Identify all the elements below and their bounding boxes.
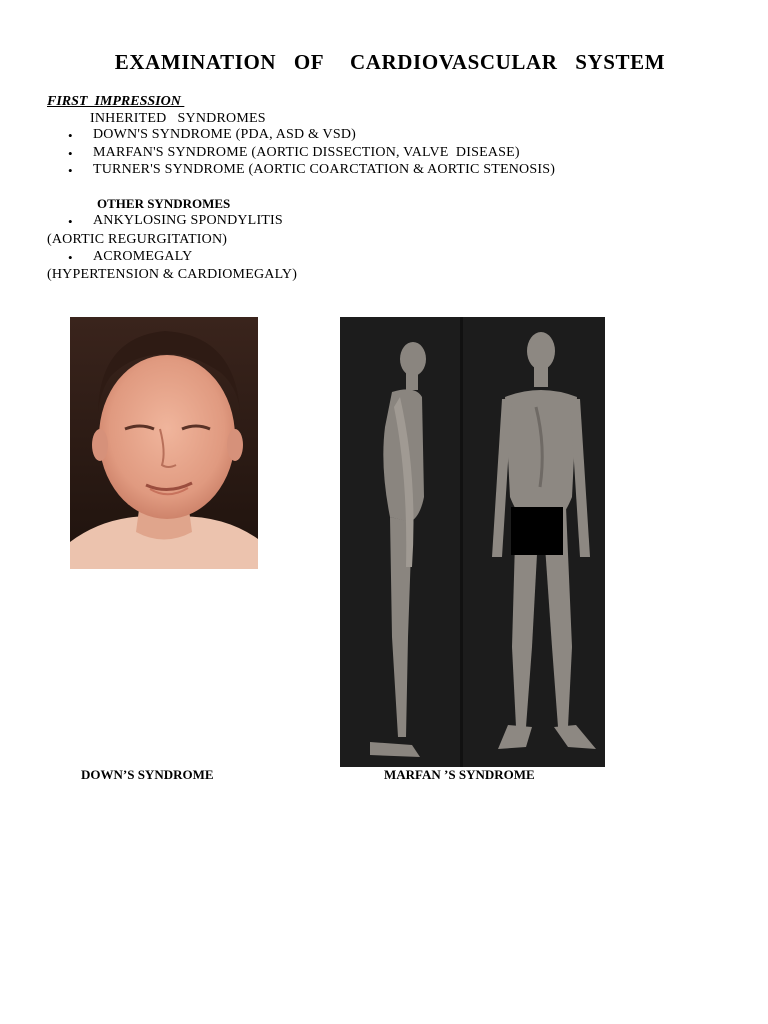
first-impression-heading: FIRST IMPRESSION: [47, 94, 185, 109]
list-item: ANKYLOSING SPONDYLITIS: [93, 213, 283, 228]
list-item: TURNER'S SYNDROME (AORTIC COARCTATION & AORTIC STENOSIS): [93, 162, 556, 177]
list-item-note: (HYPERTENSION & CARDIOMEGALY): [47, 267, 298, 282]
caption-marfans-syndrome: MARFAN ’S SYNDROME: [384, 767, 535, 782]
bullet-glyph: •: [68, 214, 73, 229]
full-body-illustration: [340, 317, 605, 767]
bullet-glyph: •: [68, 163, 73, 178]
downs-syndrome-photo: [70, 317, 258, 569]
bullet-glyph: •: [68, 250, 73, 265]
list-item: DOWN'S SYNDROME (PDA, ASD & VSD): [93, 127, 357, 142]
list-item: ACROMEGALY: [93, 249, 193, 264]
list-item: MARFAN'S SYNDROME (AORTIC DISSECTION, VALVE DISEASE): [93, 145, 520, 160]
inherited-heading: INHERITED SYNDROMES: [90, 111, 266, 126]
page-title: EXAMINATION OF CARDIOVASCULAR SYSTEM: [114, 50, 666, 74]
caption-downs-syndrome: DOWN’S SYNDROME: [81, 767, 214, 782]
bullet-glyph: •: [68, 146, 73, 161]
list-item-note: (AORTIC REGURGITATION): [47, 232, 228, 247]
other-syndromes-heading: OTHER SYNDROMES: [97, 196, 231, 211]
portrait-illustration: [70, 317, 258, 569]
bullet-glyph: •: [68, 128, 73, 143]
marfans-syndrome-photo: [340, 317, 605, 767]
